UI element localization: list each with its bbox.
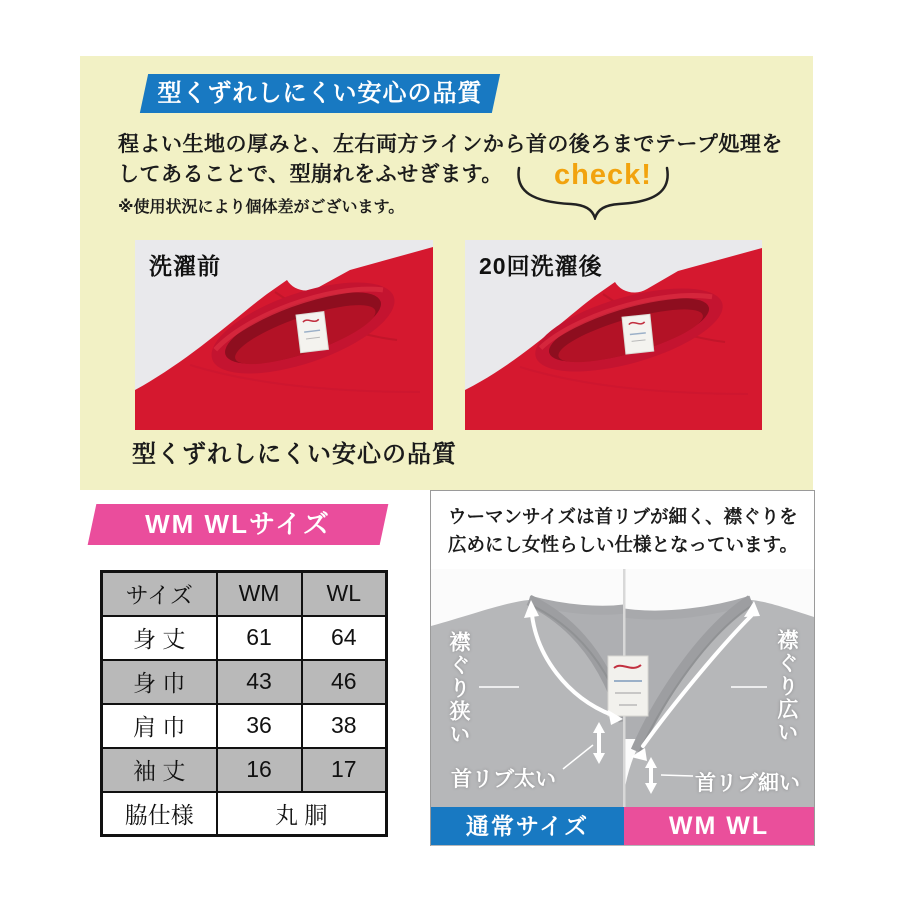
quality-description-line2: してあることで、型崩れをふせぎます。: [118, 163, 503, 186]
gray-tshirt-comparison-image: [431, 569, 814, 846]
row-wl-value: 64: [302, 616, 387, 660]
row-wm-value: 43: [217, 660, 302, 704]
photo-after-wash: [465, 240, 762, 430]
size-table-header-wm: WM: [217, 572, 302, 616]
photo-after-wash-label: 20回洗濯後: [479, 253, 603, 279]
footer-label: 脇仕様: [102, 792, 217, 836]
left-collar-annotation: 襟ぐり狭い: [447, 631, 470, 746]
table-row: [102, 660, 387, 704]
quality-caption: 型くずれしにくい安心の品質: [132, 441, 457, 468]
check-callout-label: check!: [554, 159, 652, 191]
wm-wl-banner: WM WL: [624, 807, 814, 845]
table-row: [102, 704, 387, 748]
right-collar-annotation: 襟ぐり広い: [775, 629, 798, 744]
table-row: [102, 616, 387, 660]
size-table-header-size: サイズ: [102, 572, 217, 616]
row-wm-value: 36: [217, 704, 302, 748]
left-rib-annotation: 首リブ太い: [451, 768, 556, 791]
brand-tag: [622, 314, 654, 354]
woman-size-section: [430, 490, 815, 846]
quality-description-line1: 程よい生地の厚みと、左右両方ラインから首の後ろまでテープ処理を: [118, 133, 783, 156]
row-label: 肩 巾: [102, 704, 217, 748]
photo-before-wash-label: 洗濯前: [149, 253, 221, 279]
normal-size-banner: 通常サイズ: [431, 807, 624, 845]
size-table-header-wl: WL: [302, 572, 387, 616]
footer-value: 丸 胴: [217, 792, 387, 836]
quality-disclaimer: ※使用状況により個体差がございます。: [118, 199, 405, 216]
size-table-header-row: [102, 572, 387, 616]
row-wm-value: 61: [217, 616, 302, 660]
check-brace-icon: [513, 164, 673, 220]
quality-banner-title: 型くずれしにくい安心の品質: [157, 80, 483, 107]
woman-description-line2: 広めにし女性らしい仕様となっています。: [448, 534, 799, 555]
photo-before-wash: [135, 240, 433, 430]
right-rib-annotation: 首リブ細い: [695, 772, 800, 795]
row-wl-value: 38: [302, 704, 387, 748]
row-label: 身 丈: [102, 616, 217, 660]
woman-description-line1: ウーマンサイズは首リブが細く、襟ぐりを: [448, 506, 798, 527]
table-footer-row: [102, 792, 387, 836]
size-banner-title: WM WLサイズ: [145, 509, 331, 539]
brand-tag: [296, 312, 328, 353]
table-row: [102, 748, 387, 792]
row-label: 袖 丈: [102, 748, 217, 792]
quality-section: [80, 56, 813, 490]
brand-tag: [608, 656, 648, 716]
row-wl-value: 46: [302, 660, 387, 704]
row-wl-value: 17: [302, 748, 387, 792]
row-label: 身 巾: [102, 660, 217, 704]
size-table: [100, 570, 388, 837]
row-wm-value: 16: [217, 748, 302, 792]
